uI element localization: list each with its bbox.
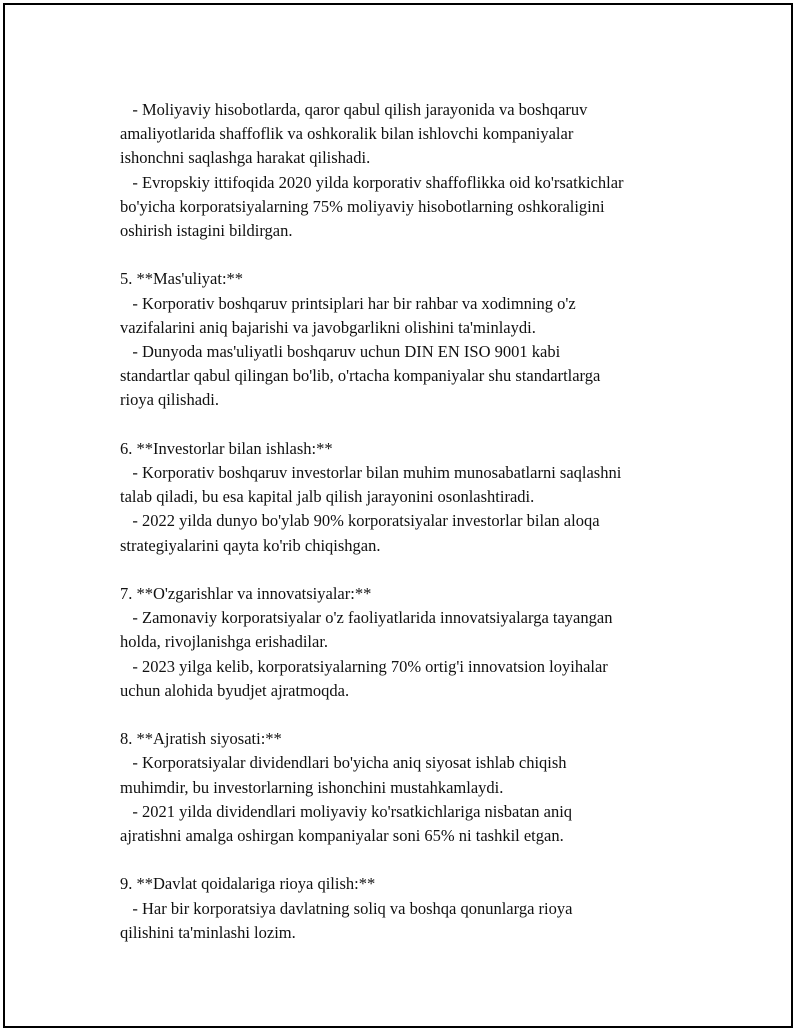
text-line: vazifalarini aniq bajarishi va javobgarlikni olishini ta'minlaydi. bbox=[120, 317, 536, 337]
text-line: - Korporatsiyalar dividendlari bo'yicha aniq siyosat ishlab chiqish bbox=[120, 753, 567, 773]
text-line: - Moliyaviy hisobotlarda, qaror qabul qilish jarayonida va boshqaruv bbox=[120, 100, 588, 119]
document-body bbox=[120, 98, 720, 945]
text-line: - 2021 yilda dividendlari moliyaviy ko'rsatkichlariga nisbatan aniq bbox=[120, 801, 573, 821]
section-heading: 9. **Davlat qoidalariga rioya qilish:** bbox=[120, 874, 376, 894]
text-line: holda, rivojlanishga erishadilar. bbox=[120, 632, 329, 652]
document-section bbox=[120, 872, 720, 945]
paragraph-spacer bbox=[120, 243, 720, 267]
text-line: - Zamonaviy korporatsiyalar o'z faoliyatlarida innovatsiyalarga tayangan bbox=[120, 608, 613, 628]
text-line: - 2023 yilga kelib, korporatsiyalarning 70% ortig'i innovatsion loyihalar bbox=[120, 656, 608, 676]
section-heading: 7. **O'zgarishlar va innovatsiyalar:** bbox=[120, 584, 372, 604]
text-line: - Evropskiy ittifoqida 2020 yilda korporativ shaffoflikka oid ko'rsatkichlar bbox=[120, 172, 624, 192]
document-section bbox=[120, 437, 720, 558]
section-heading: 5. **Mas'uliyat:** bbox=[120, 269, 244, 289]
text-line: qilishini ta'minlashi lozim. bbox=[120, 922, 296, 942]
text-line: - Korporativ boshqaruv printsiplari har bir rahbar va xodimning o'z bbox=[120, 293, 576, 313]
text-line: amaliyotlarida shaffoflik va oshkoralik bilan ishlovchi kompaniyalar bbox=[120, 124, 574, 144]
text-line: talab qiladi, bu esa kapital jalb qilish jarayonini osonlashtiradi. bbox=[120, 487, 535, 507]
text-line: - Korporativ boshqaruv investorlar bilan muhim munosabatlarni saqlashni bbox=[120, 463, 622, 483]
document-section bbox=[120, 98, 720, 243]
text-line: - Har bir korporatsiya davlatning soliq va boshqa qonunlarga rioya bbox=[120, 898, 573, 918]
text-line: standartlar qabul qilingan bo'lib, o'rtacha kompaniyalar shu standartlarga bbox=[120, 366, 601, 386]
document-section bbox=[120, 582, 720, 703]
text-line: ishonchni saqlashga harakat qilishadi. bbox=[120, 148, 371, 168]
paragraph-spacer bbox=[120, 558, 720, 582]
text-line: rioya qilishadi. bbox=[120, 390, 219, 410]
text-line: muhimdir, bu investorlarning ishonchini mustahkamlaydi. bbox=[120, 777, 504, 797]
text-line: bo'yicha korporatsiyalarning 75% moliyaviy hisobotlarning oshkoraligini bbox=[120, 196, 605, 216]
section-heading: 8. **Ajratish siyosati:** bbox=[120, 729, 282, 749]
paragraph-spacer bbox=[120, 848, 720, 872]
text-line: strategiyalarini qayta ko'rib chiqishgan. bbox=[120, 535, 381, 555]
text-line: oshirish istagini bildirgan. bbox=[120, 221, 293, 241]
text-line: - Dunyoda mas'uliyatli boshqaruv uchun DIN EN ISO 9001 kabi bbox=[120, 342, 561, 362]
text-line: - 2022 yilda dunyo bo'ylab 90% korporatsiyalar investorlar bilan aloqa bbox=[120, 511, 600, 531]
section-heading: 6. **Investorlar bilan ishlash:** bbox=[120, 438, 333, 458]
paragraph-spacer bbox=[120, 413, 720, 437]
document-section bbox=[120, 267, 720, 412]
paragraph-spacer bbox=[120, 703, 720, 727]
document-section bbox=[120, 727, 720, 848]
text-line: ajratishni amalga oshirgan kompaniyalar soni 65% ni tashkil etgan. bbox=[120, 826, 564, 846]
text-line: uchun alohida byudjet ajratmoqda. bbox=[120, 680, 350, 700]
page-frame bbox=[3, 3, 793, 1028]
